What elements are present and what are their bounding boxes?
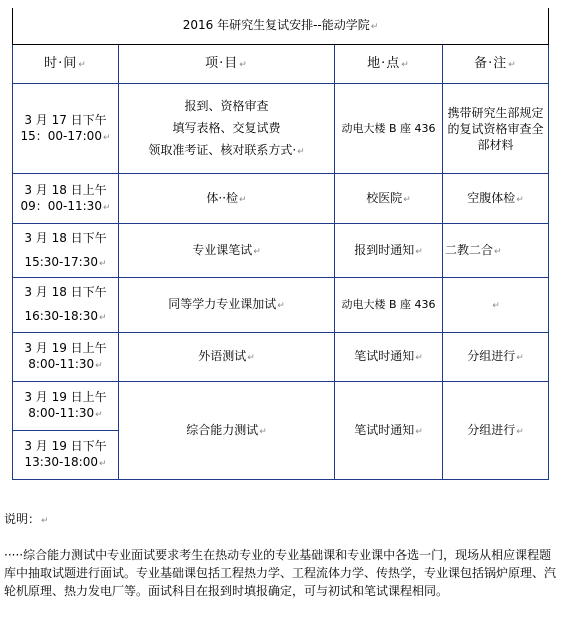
table-row xyxy=(13,278,549,333)
cell-location: 报到时通知↵ xyxy=(335,224,443,278)
header-time: 时·间↵ xyxy=(13,45,119,84)
cell-note: 空腹体检↵ xyxy=(443,174,549,224)
cell-item: 外语测试↵ xyxy=(119,333,335,382)
header-location: 地·点↵ xyxy=(335,45,443,84)
cell-note: 分组进行↵ xyxy=(443,333,549,382)
cell-time: 3 月 18 日下午 16:30-18:30↵ xyxy=(13,278,119,333)
cell-note: 分组进行↵ xyxy=(443,382,549,480)
cell-note: ↵ xyxy=(443,278,549,333)
table-title: 2016 年研究生复试安排--能动学院↵ xyxy=(13,8,549,45)
cell-time: 3 月 19 日下午 13:30-18:00↵ xyxy=(13,431,119,480)
description-title: 说明：↵ xyxy=(4,512,49,526)
cell-location: 校医院↵ xyxy=(335,174,443,224)
description-body: ·····综合能力测试中专业面试要求考生在热动专业的专业基础课和专业课中各选一门，现场从相应课程题库中抽取试题进行面试。专业基础课包括工程热力学、工程流体力学、传热学，专业课包括锅炉原理、汽轮机原理、热力发电厂等。面试科目在报到时填报确定，可与初试和笔试课程相同。 xyxy=(4,548,557,598)
cell-item: 综合能力测试↵ xyxy=(119,382,335,480)
cell-item: 专业课笔试↵ xyxy=(119,224,335,278)
cell-item: 体··检↵ xyxy=(119,174,335,224)
cell-note: 二教二合↵ xyxy=(443,224,549,278)
table-row xyxy=(13,84,549,174)
cell-time: 3 月 19 日上午 8:00-11:30↵ xyxy=(13,382,119,431)
cell-time: 3 月 18 日下午 15:30-17:30↵ xyxy=(13,224,119,278)
table-row xyxy=(13,333,549,382)
table-title-row xyxy=(13,8,549,45)
table-row xyxy=(13,224,549,278)
schedule-table xyxy=(12,8,549,480)
table-header-row xyxy=(13,45,549,84)
cell-location: 笔试时通知↵ xyxy=(335,382,443,480)
table-row xyxy=(13,174,549,224)
header-note: 备·注↵ xyxy=(443,45,549,84)
cell-location: 动电大楼 B 座 436 xyxy=(335,278,443,333)
cell-item: 报到、资格审查 填写表格、交复试费 领取准考证、核对联系方式·↵ xyxy=(119,84,335,174)
cell-item: 同等学力专业课加试↵ xyxy=(119,278,335,333)
cell-location: 笔试时通知↵ xyxy=(335,333,443,382)
cell-time: 3 月 18 日上午 09：00-11:30↵ xyxy=(13,174,119,224)
cell-time: 3 月 17 日下午 15：00-17:00↵ xyxy=(13,84,119,174)
table-row xyxy=(13,382,549,431)
cell-location: 动电大楼 B 座 436 xyxy=(335,84,443,174)
header-item: 项·目↵ xyxy=(119,45,335,84)
cell-time: 3 月 19 日上午 8:00-11:30↵ xyxy=(13,333,119,382)
cell-note: 携带研究生部规定的复试资格审查全部材料 xyxy=(443,84,549,174)
